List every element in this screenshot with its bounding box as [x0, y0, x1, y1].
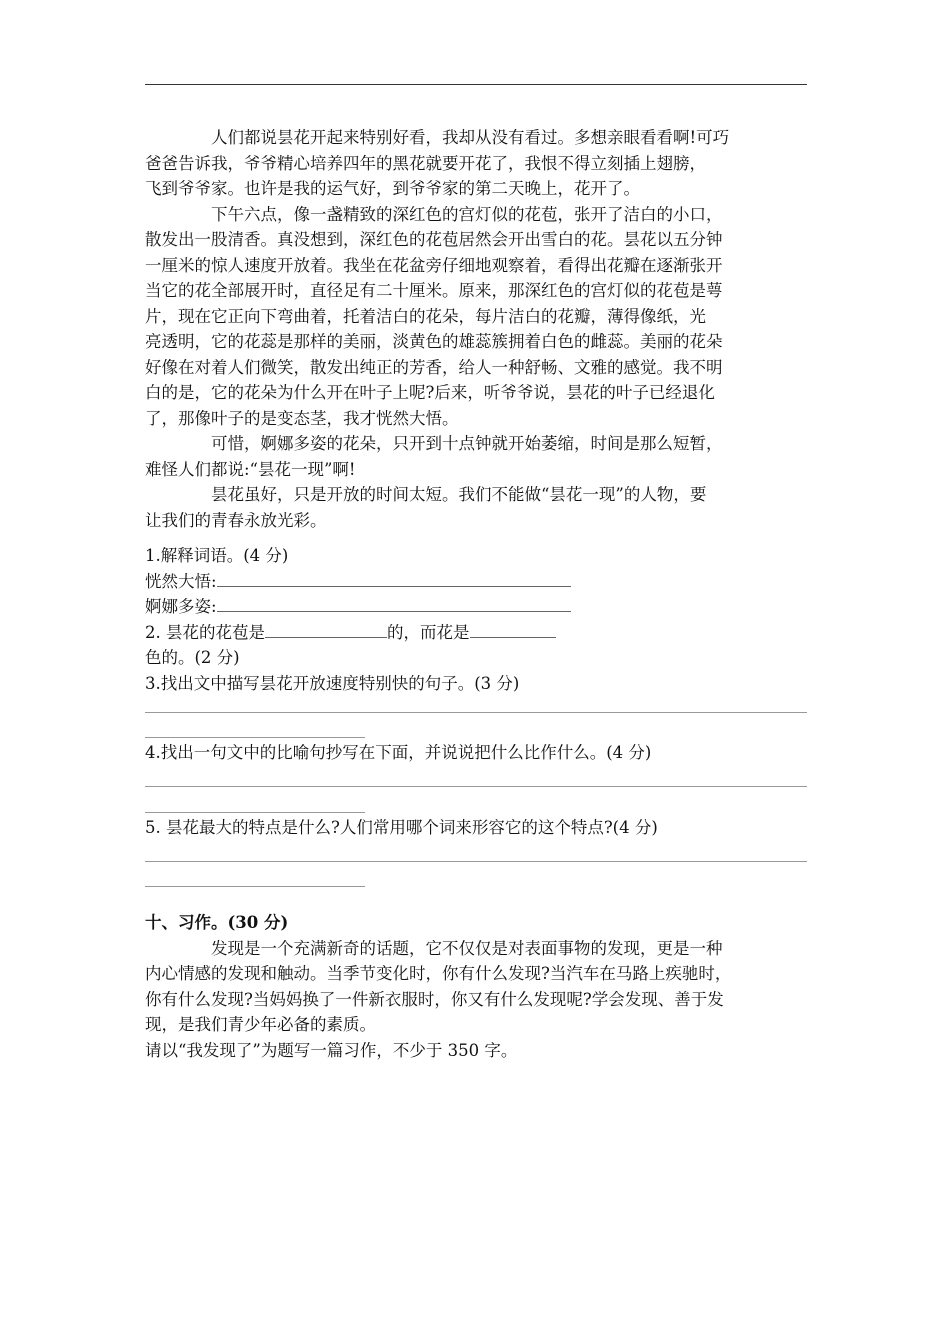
passage-line: 亮透明，它的花蕊是那样的美丽，淡黄色的雄蕊簇拥着白色的雌蕊。美丽的花朵	[145, 332, 723, 351]
answer-line[interactable]	[145, 786, 807, 787]
question-1-term-2	[145, 594, 807, 620]
answer-line[interactable]	[145, 812, 365, 813]
passage-line: 片，现在它正向下弯曲着，托着洁白的花朵，每片洁白的花瓣，薄得像纸，光	[145, 306, 706, 326]
answer-line[interactable]	[145, 861, 807, 862]
passage-line: 爸爸告诉我，爷爷精心培养四年的黑花就要开花了，我恨不得立刻插上翅膀，	[145, 153, 706, 173]
answer-line[interactable]	[145, 712, 807, 713]
questions-block	[145, 543, 807, 696]
passage-line: 让我们的青春永放光彩。	[145, 510, 327, 530]
passage-line: 难怪人们都说:“昙花一现”啊!	[145, 459, 356, 479]
term-label: 婀娜多姿:	[145, 597, 217, 616]
composition-line: 内心情感的发现和触动。当季节变化时，你有什么发现?当汽车在马路上疾驰时，	[145, 964, 732, 983]
section-title: 十、习作。(30 分)	[145, 913, 289, 932]
passage-line: 了，那像叶子的是变态茎，我才恍然大悟。	[145, 408, 459, 428]
passage-line: 飞到爷爷家。也许是我的运气好，到爷爷家的第二天晚上，花开了。	[145, 179, 640, 198]
composition-prompt: 请以“我发现了”为题写一篇习作，不少于 350 字。	[145, 1040, 518, 1060]
reading-passage	[145, 125, 807, 533]
passage-line: 人们都说昙花开起来特别好看，我却从没有看过。多想亲眼看看啊!可巧	[211, 128, 730, 147]
passage-paragraph-2	[145, 202, 807, 432]
passage-paragraph-3	[145, 431, 807, 482]
passage-paragraph-4	[145, 482, 807, 533]
passage-line: 下午六点，像一盏精致的深红色的宫灯似的花苞，张开了洁白的小口，	[211, 204, 723, 224]
question-text: 的，而花是	[387, 622, 470, 642]
passage-line: 白的是，它的花朵为什么开在叶子上呢?后来，听爷爷说，昙花的叶子已经退化	[145, 383, 715, 402]
composition-line: 现，是我们青少年必备的素质。	[145, 1015, 376, 1034]
question-4: 4.找出一句文中的比喻句抄写在下面，并说说把什么比作什么。(4 分)	[145, 743, 652, 762]
composition-line: 你有什么发现?当妈妈换了一件新衣服时，你又有什么发现呢?学会发现、善于发	[145, 989, 724, 1009]
answer-line[interactable]	[145, 886, 365, 887]
question-1: 1.解释词语。(4 分)	[145, 546, 289, 565]
question-2-cont: 色的。(2 分)	[145, 648, 240, 667]
passage-line: 一厘米的惊人速度开放着。我坐在花盆旁仔细地观察着，看得出花瓣在逐渐张开	[145, 255, 723, 275]
passage-line: 散发出一股清香。真没想到，深红色的花苞居然会开出雪白的花。昙花以五分钟	[145, 230, 723, 249]
term-label: 恍然大悟:	[145, 571, 217, 591]
question-3: 3.找出文中描写昙花开放速度特别快的句子。(3 分)	[145, 673, 520, 693]
passage-line: 昙花虽好，只是开放的时间太短。我们不能做“昙花一现”的人物，要	[211, 485, 707, 504]
passage-paragraph-1	[145, 125, 807, 202]
header-rule	[145, 84, 807, 85]
composition-block	[145, 910, 807, 1063]
question-text: 2. 昙花的花苞是	[145, 622, 265, 642]
passage-line: 好像在对着人们微笑，散发出纯正的芳香，给人一种舒畅、文雅的感觉。我不明	[145, 357, 723, 377]
question-5: 5. 昙花最大的特点是什么?人们常用哪个词来形容它的这个特点?(4 分)	[145, 818, 658, 837]
answer-blank[interactable]	[265, 621, 387, 638]
composition-line: 发现是一个充满新奇的话题，它不仅仅是对表面事物的发现，更是一种	[211, 938, 723, 958]
answer-blank[interactable]	[217, 595, 571, 612]
answer-blank[interactable]	[217, 570, 571, 587]
answer-line[interactable]	[145, 737, 365, 738]
question-1-term-1	[145, 569, 807, 595]
passage-line: 当它的花全部展开时，直径足有二十厘米。原来，那深红色的宫灯似的花苞是萼	[145, 281, 723, 300]
question-2	[145, 620, 807, 646]
answer-blank[interactable]	[470, 621, 556, 638]
passage-line: 可惜，婀娜多姿的花朵，只开到十点钟就开始萎缩，时间是那么短暂，	[211, 434, 723, 453]
